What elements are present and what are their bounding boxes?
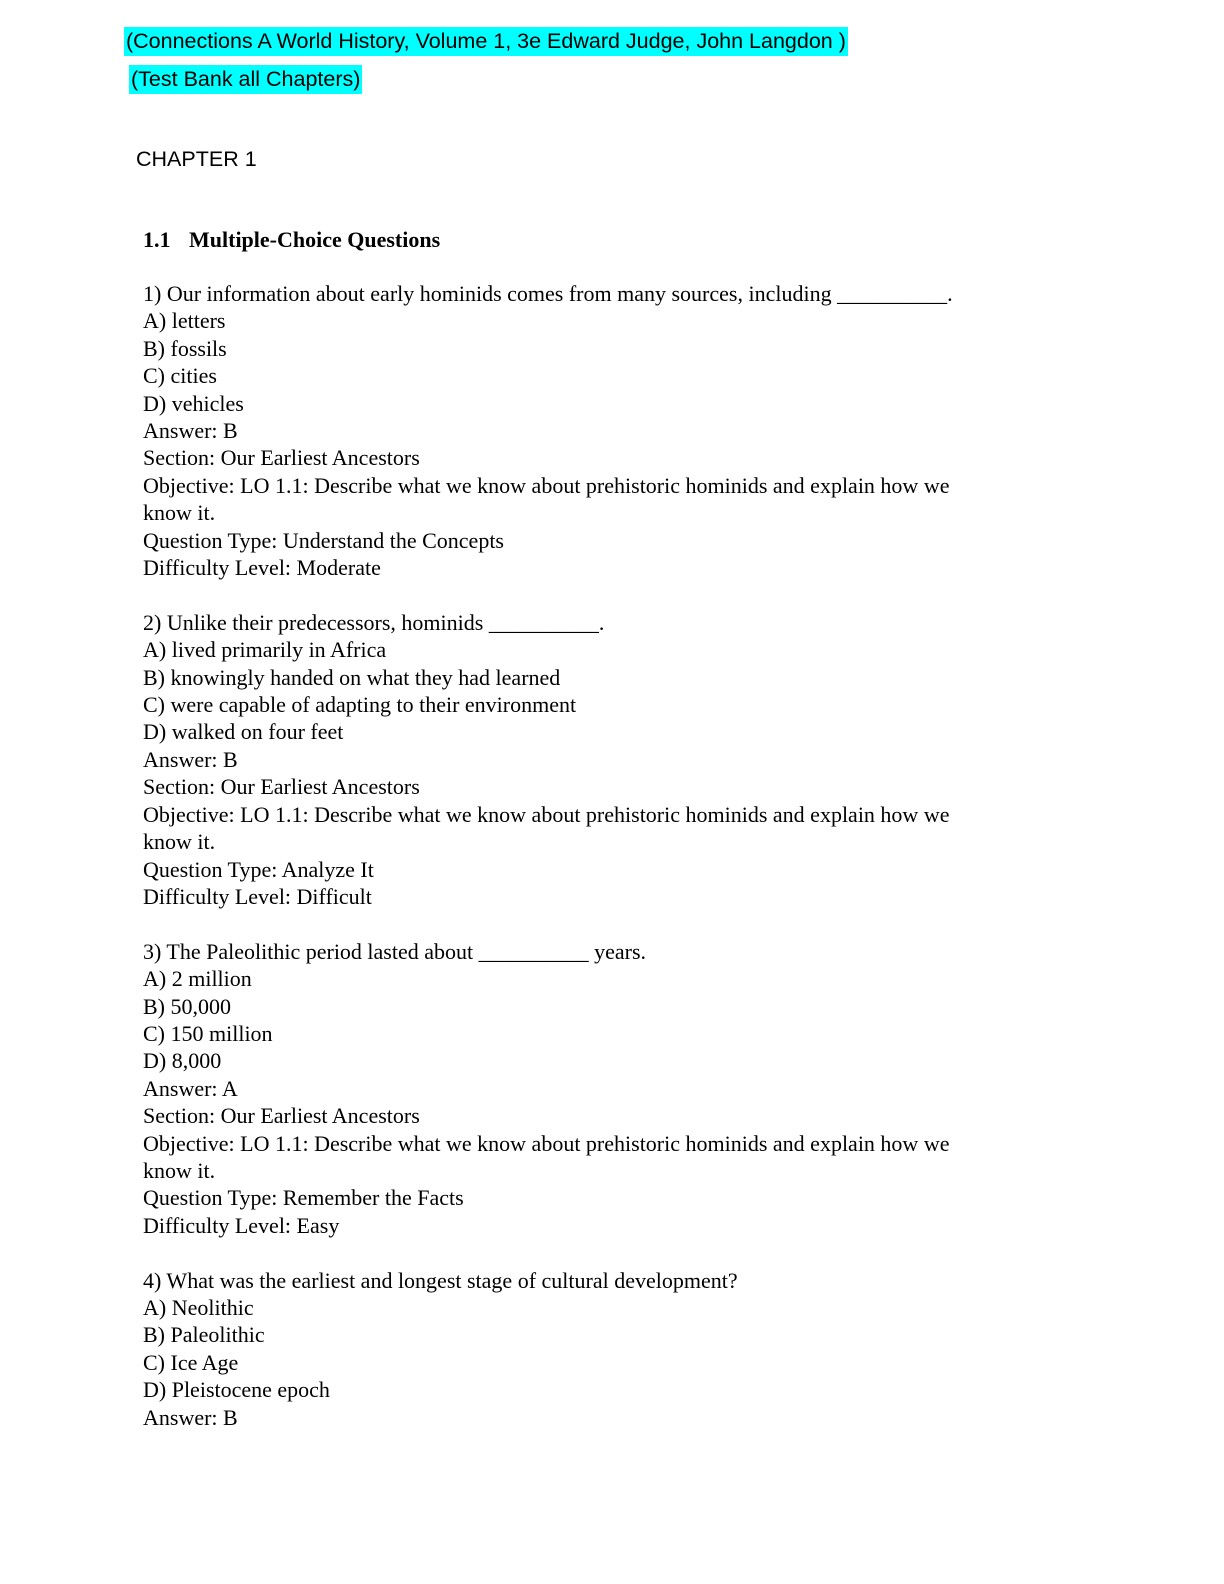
question-stem: 1) Our information about early hominids comes from many sources, including __________. (143, 281, 953, 306)
difficulty-level: Difficulty Level: Moderate (143, 555, 381, 581)
option-b: B) fossils (143, 335, 227, 361)
option-d: D) walked on four feet (143, 719, 344, 745)
question-type: Question Type: Understand the Concepts (143, 527, 504, 553)
option-a: A) lived primarily in Africa (143, 637, 387, 663)
option-d: D) Pleistocene epoch (143, 1377, 330, 1403)
option-c: C) 150 million (143, 1020, 273, 1046)
option-c: C) cities (143, 363, 217, 389)
answer: Answer: B (143, 418, 238, 444)
option-d: D) 8,000 (143, 1048, 222, 1074)
section-number: 1.1 (143, 227, 171, 252)
option-a: A) Neolithic (143, 1294, 254, 1320)
section-label: Section: Our Earliest Ancestors (143, 445, 420, 471)
section-label: Section: Our Earliest Ancestors (143, 774, 420, 800)
question-stem: 2) Unlike their predecessors, hominids __________. (143, 609, 605, 635)
difficulty-level: Difficulty Level: Easy (143, 1212, 340, 1238)
question-type: Question Type: Analyze It (143, 856, 374, 882)
objective-line-1: Objective: LO 1.1: Describe what we know about prehistoric hominids and explain how we (143, 472, 950, 498)
highlighted-title-line-2: (Test Bank all Chapters) (129, 65, 362, 94)
question-4 (143, 1267, 1043, 1431)
question-list (143, 280, 1043, 1458)
objective-line-2: know it. (143, 500, 216, 526)
section-label: Section: Our Earliest Ancestors (143, 1103, 420, 1129)
option-a: A) 2 million (143, 966, 252, 992)
difficulty-level: Difficulty Level: Difficult (143, 883, 372, 909)
question-1 (143, 280, 1043, 581)
question-type: Question Type: Remember the Facts (143, 1185, 464, 1211)
answer: Answer: B (143, 746, 238, 772)
question-stem: 4) What was the earliest and longest stage of cultural development? (143, 1267, 738, 1293)
answer: Answer: A (143, 1075, 238, 1101)
option-c: C) were capable of adapting to their environment (143, 692, 577, 718)
option-b: B) Paleolithic (143, 1322, 265, 1348)
option-d: D) vehicles (143, 390, 244, 416)
section-heading (143, 225, 440, 254)
chapter-heading: CHAPTER 1 (136, 147, 257, 171)
objective-line-2: know it. (143, 829, 216, 855)
objective-line-1: Objective: LO 1.1: Describe what we know about prehistoric hominids and explain how we (143, 1130, 950, 1156)
option-a: A) letters (143, 308, 226, 334)
answer: Answer: B (143, 1404, 238, 1430)
question-stem: 3) The Paleolithic period lasted about __________ years. (143, 938, 647, 964)
section-title: Multiple-Choice Questions (189, 227, 441, 252)
highlighted-title-line-1: (Connections A World History, Volume 1, 3e Edward Judge, John Langdon ) (124, 27, 848, 56)
question-2 (143, 609, 1043, 910)
objective-line-1: Objective: LO 1.1: Describe what we know about prehistoric hominids and explain how we (143, 801, 950, 827)
question-3 (143, 938, 1043, 1239)
objective-line-2: know it. (143, 1157, 216, 1183)
option-b: B) 50,000 (143, 993, 231, 1019)
option-b: B) knowingly handed on what they had learned (143, 664, 561, 690)
option-c: C) Ice Age (143, 1349, 239, 1375)
